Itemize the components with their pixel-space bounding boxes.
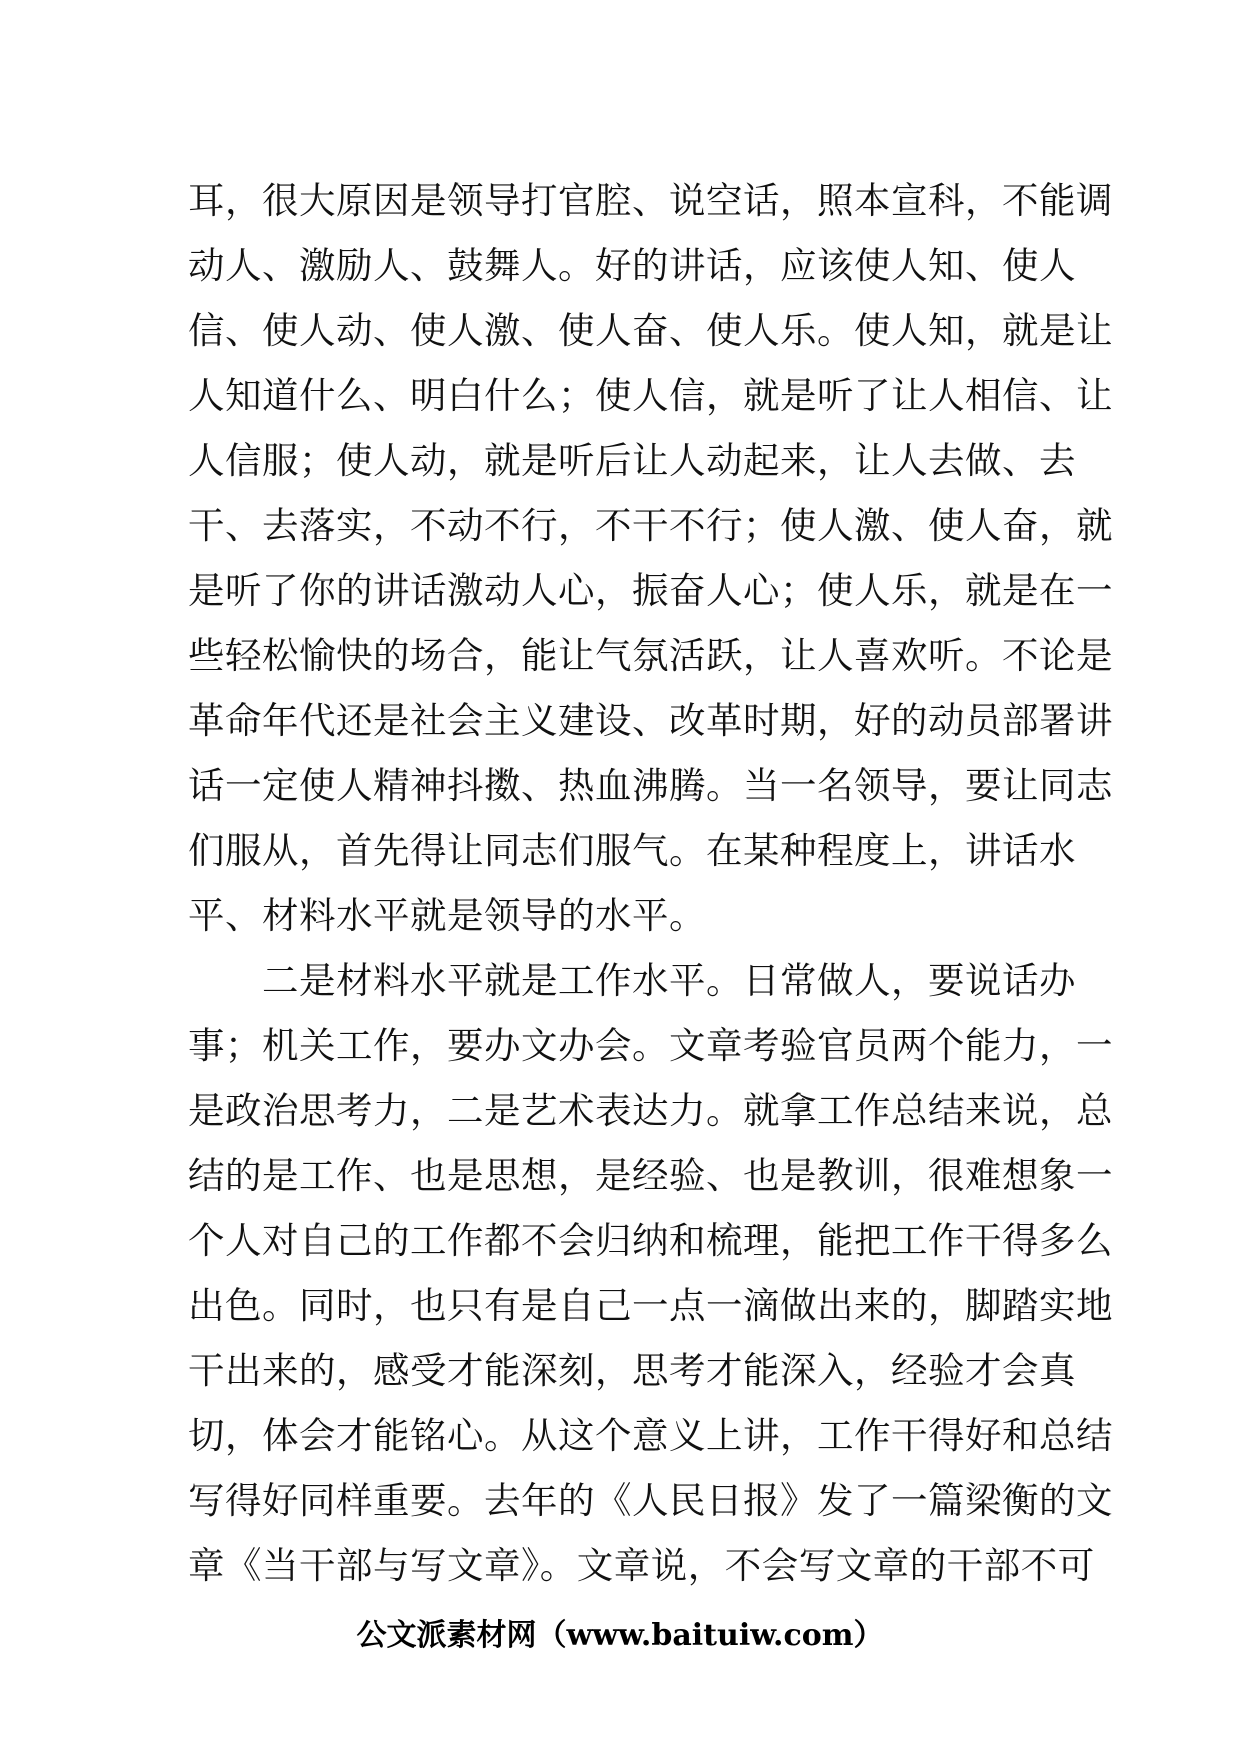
- text-line-18: 出色。同时，也只有是自己一点一滴做出来的，脚踏实地: [188, 1284, 1113, 1327]
- text-line-12: 平、材料水平就是领导的水平。: [188, 894, 706, 937]
- text-line-20: 切，体会才能铭心。从这个意义上讲，工作干得好和总结: [188, 1414, 1113, 1457]
- text-line-9: 革命年代还是社会主义建设、改革时期，好的动员部署讲: [188, 699, 1113, 742]
- text-line-14: 事；机关工作，要办文办会。文章考验官员两个能力，一: [188, 1024, 1113, 1067]
- text-line-16: 结的是工作、也是思想，是经验、也是教训，很难想象一: [188, 1154, 1113, 1197]
- text-line-10: 话一定使人精神抖擞、热血沸腾。当一名领导，要让同志: [188, 764, 1113, 807]
- footer-watermark: 公文派素材网（www.baituiw.com）: [356, 1618, 884, 1653]
- text-line-19: 干出来的，感受才能深刻，思考才能深入，经验才会真: [188, 1349, 1076, 1392]
- text-line-5: 人信服；使人动，就是听后让人动起来，让人去做、去: [188, 439, 1076, 482]
- text-line-22: 章《当干部与写文章》。文章说，不会写文章的干部不可: [188, 1544, 1095, 1587]
- text-line-13: 二是材料水平就是工作水平。日常做人，要说话办: [188, 959, 1076, 1002]
- text-line-7: 是听了你的讲话激动人心，振奋人心；使人乐，就是在一: [188, 569, 1113, 612]
- text-line-1: 耳，很大原因是领导打官腔、说空话，照本宣科，不能调: [188, 179, 1113, 222]
- text-line-6: 干、去落实，不动不行，不干不行；使人激、使人奋，就: [188, 504, 1113, 547]
- text-line-3: 信、使人动、使人激、使人奋、使人乐。使人知，就是让: [188, 309, 1113, 352]
- text-line-8: 些轻松愉快的场合，能让气氛活跃，让人喜欢听。不论是: [188, 634, 1113, 677]
- body-text: [188, 168, 1113, 1598]
- text-line-2: 动人、激励人、鼓舞人。好的讲话，应该使人知、使人: [188, 244, 1076, 287]
- text-line-21: 写得好同样重要。去年的《人民日报》发了一篇梁衡的文: [188, 1479, 1113, 1522]
- text-line-17: 个人对自己的工作都不会归纳和梳理，能把工作干得多么: [188, 1219, 1113, 1262]
- text-line-11: 们服从，首先得让同志们服气。在某种程度上，讲话水: [188, 829, 1076, 872]
- text-line-15: 是政治思考力，二是艺术表达力。就拿工作总结来说，总: [188, 1089, 1113, 1132]
- text-line-4: 人知道什么、明白什么；使人信，就是听了让人相信、让: [188, 374, 1113, 417]
